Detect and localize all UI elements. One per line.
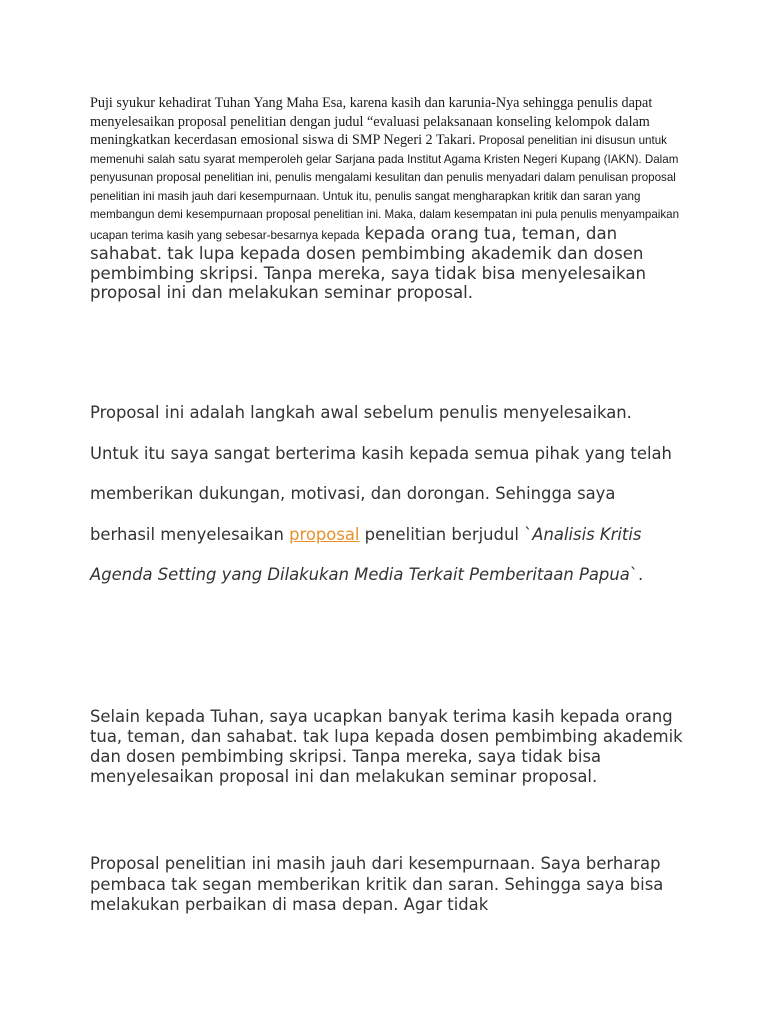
paragraph-thanks-text-after: penelitian berjudul ` (359, 524, 533, 544)
paragraph-gratitude: Selain kepada Tuhan, saya ucapkan banyak terima kasih kepada orang tua, teman, dan sahabat. tak lupa kepada dosen pembimbing akademik dan dosen pembimbing skripsi. Tanpa mereka, saya tidak bisa menyelesaikan proposal ini dan melakukan seminar proposal. (90, 707, 683, 786)
paragraph-closing: Proposal penelitian ini masih jauh dari kesempurnaan. Saya berharap pembaca tak segan memberikan kritik dan saran. Sehingga saya bisa melakukan perbaikan di masa depan. Agar tidak (90, 854, 664, 914)
paragraph-thanks (90, 393, 680, 596)
proposal-title: Analisis Kritis Agenda Setting yang Dilakukan Media Terkait Pemberitaan Papua (90, 524, 642, 585)
proposal-link[interactable]: proposal (289, 524, 360, 544)
paragraph-intro-large-run: kepada orang tua, teman, dan sahabat. tak lupa kepada dosen pembimbing akademik dan dosen pembimbing skripsi. Tanpa mereka, saya tidak bisa menyelesaikan proposal ini dan melakukan seminar proposal. (90, 223, 647, 302)
paragraph-intro-small-run: Proposal penelitian ini disusun untuk memenuhi salah satu syarat memperoleh gelar Sarjana pada Institut Agama Kristen Negeri Kupang (IAKN). Dalam penyusunan proposal penelitian ini, penulis mengalami kesulitan dan penulis menyadari dalam penulisan proposal penelitian ini masih jauh dari kesempurnaan. Untuk itu, penulis sangat mengharapkan kritik dan saran yang membangun demi kesempurnaan proposal penelitian ini. Maka, dalam kesempatan ini pula penulis menyampaikan ucapan terima kasih yang sebesar-besarnya kepada (90, 134, 680, 242)
paragraph-thanks-closing: `. (629, 565, 644, 585)
paragraph-thanks-text: Proposal ini adalah langkah awal sebelum penulis menyelesaikan. Untuk itu saya sangat berterima kasih kepada semua pihak yang telah memberikan dukungan, motivasi, dan dorongan. Sehingga saya berhasil menyelesaikan (90, 403, 672, 544)
paragraph-intro (90, 94, 686, 303)
paragraph-intro-serif-run: Puji syukur kehadirat Tuhan Yang Maha Esa, karena kasih dan karunia-Nya sehingga penulis dapat menyelesaikan proposal penelitian dengan judul “evaluasi pelaksanaan konseling kelompok dalam meningkatkan kecerdasan emosional siswa di SMP Negeri 2 Takari. (90, 95, 653, 148)
